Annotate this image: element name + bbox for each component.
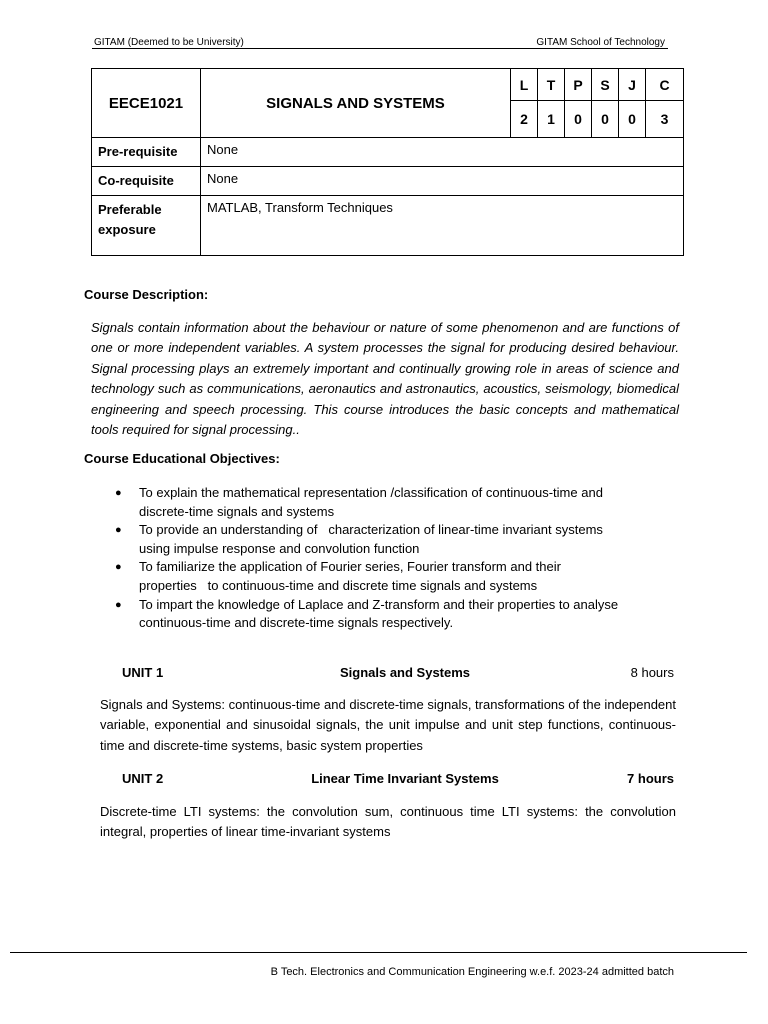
objective-item	[110, 484, 670, 521]
preferable-exposure-label-line2: exposure	[98, 222, 156, 237]
footer-text: B Tech. Electronics and Communication Engineering w.e.f. 2023-24 admitted batch	[270, 966, 674, 978]
bullet-icon: ●	[115, 561, 122, 574]
objective-line1: To impart the knowledge of Laplace and Z-transform and their properties to analyse	[139, 596, 619, 612]
unit-1-hours: 8 hours	[630, 665, 674, 680]
objectives-list	[110, 484, 670, 633]
course-code: EECE1021	[92, 69, 201, 138]
objective-line2: properties to continuous-time and discrete time signals and systems	[139, 577, 538, 593]
credit-header-j: J	[619, 69, 646, 101]
credit-value-s: 0	[592, 101, 619, 138]
objective-line2: discrete-time signals and systems	[139, 503, 335, 519]
objective-line1: To familiarize the application of Fourier series, Fourier transform and their	[139, 559, 561, 575]
credit-value-j: 0	[619, 101, 646, 138]
credit-value-p: 0	[565, 101, 592, 138]
header-school: GITAM School of Technology	[536, 37, 665, 48]
credit-header-l: L	[511, 69, 538, 101]
credit-header-t: T	[538, 69, 565, 101]
objective-item	[110, 521, 670, 558]
corequisite-label: Co-requisite	[92, 167, 201, 196]
corequisite-value: None	[201, 167, 684, 196]
unit-1-label: UNIT 1	[122, 665, 164, 680]
preferable-exposure-label-line1: Preferable	[98, 202, 162, 217]
bullet-icon: ●	[115, 487, 122, 499]
objective-item	[110, 596, 670, 633]
prerequisite-label: Pre-requisite	[92, 138, 201, 167]
bullet-icon: ●	[115, 524, 122, 537]
unit-2-header	[122, 771, 674, 789]
unit-2-label: UNIT 2	[122, 771, 164, 786]
preferable-exposure-label	[92, 196, 201, 256]
credit-header-s: S	[592, 69, 619, 101]
objective-line1: To explain the mathematical representation /classification of continuous-time and	[139, 485, 603, 500]
unit-2-hours: 7 hours	[627, 771, 674, 786]
header-divider	[92, 48, 668, 49]
unit-1-content: Signals and Systems: continuous-time and discrete-time signals, transformations of the independent variable, exponential and sinusoidal signals, the unit impulse and unit step functions, continuous-time and discrete-time systems, basic system properties	[100, 697, 676, 753]
unit-1-header	[122, 665, 674, 683]
objective-item	[110, 558, 670, 595]
course-description-text: Signals contain information about the behaviour or nature of some phenomenon and are functions of one or more independent variables. A system processes the signal for producing desired behaviour. Signal processing plays an extremely important and continually growing role in areas of science and technology such as communications, aeronautics and astronautics, acoustics, seismology, biomedical engineering and speech processing. This course introduces the basic concepts and mathematical tools required for signal processing..	[91, 320, 679, 438]
header-university: GITAM (Deemed to be University)	[94, 37, 244, 48]
course-info-table	[91, 68, 684, 256]
credit-value-c: 3	[646, 101, 684, 138]
credit-header-p: P	[565, 69, 592, 101]
unit-1-title: Signals and Systems	[339, 665, 471, 680]
footer-divider	[10, 952, 747, 953]
preferable-exposure-value: MATLAB, Transform Techniques	[201, 196, 684, 256]
bullet-icon: ●	[115, 598, 122, 611]
course-title: SIGNALS AND SYSTEMS	[201, 69, 511, 138]
credit-value-t: 1	[538, 101, 565, 138]
credit-value-l: 2	[511, 101, 538, 138]
unit-2-content: Discrete-time LTI systems: the convolution sum, continuous time LTI systems: the convolution integral, properties of linear time-invariant systems	[100, 804, 676, 840]
prerequisite-value: None	[201, 138, 684, 167]
objectives-heading: Course Educational Objectives:	[84, 451, 280, 466]
credit-header-c: C	[646, 69, 684, 101]
unit-2-title: Linear Time Invariant Systems	[311, 771, 499, 786]
objective-line2: continuous-time and discrete-time signals respectively.	[139, 615, 454, 631]
objective-line1: To provide an understanding of characterization of linear-time invariant systems	[139, 522, 603, 538]
objective-line2: using impulse response and convolution function	[139, 540, 420, 556]
course-description-heading: Course Description:	[84, 287, 209, 302]
